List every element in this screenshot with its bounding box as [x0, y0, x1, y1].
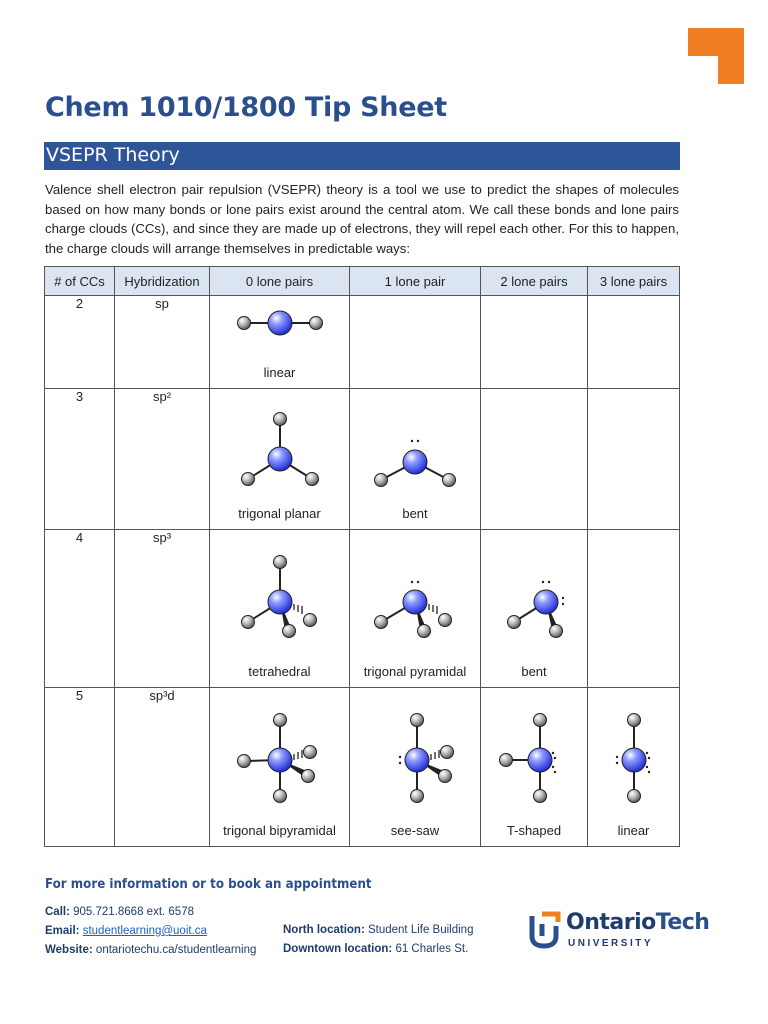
trigonal-pyramidal-molecule-icon	[365, 530, 465, 640]
geometry-label: trigonal planar	[238, 506, 321, 521]
shape-cell	[588, 688, 680, 847]
table-row	[45, 296, 680, 389]
section-title: VSEPR Theory	[46, 144, 180, 166]
call-label: Call:	[45, 906, 70, 918]
contact-left	[45, 903, 256, 960]
geometry-label: trigonal bipyramidal	[223, 823, 336, 838]
header-hybridization: Hybridization	[115, 267, 210, 296]
shape-cell	[350, 389, 481, 530]
bent-tetrahedral-molecule-icon	[484, 530, 584, 640]
shape-cell	[210, 296, 350, 389]
logo-subtitle: UNIVERSITY	[568, 938, 654, 949]
trigonal-planar-molecule-icon	[230, 389, 330, 489]
hybridization: sp²	[115, 389, 210, 530]
downtown-location-line	[283, 940, 473, 959]
shape-cell	[210, 530, 350, 688]
t-shaped-molecule-icon	[484, 688, 584, 803]
logo-mark-icon	[528, 910, 562, 950]
trigonal-bipyramidal-molecule-icon	[230, 688, 330, 803]
cc-count: 2	[45, 296, 115, 389]
geometry-label: linear	[617, 823, 650, 838]
table-row	[45, 688, 680, 847]
hybridization: sp	[115, 296, 210, 389]
vsepr-table	[44, 266, 680, 847]
website-label: Website:	[45, 944, 93, 956]
linear-molecule-icon	[230, 296, 330, 346]
hybridization: sp³	[115, 530, 210, 688]
north-location-line	[283, 921, 473, 940]
table-header-row	[45, 267, 680, 296]
shape-cell-empty	[481, 296, 588, 389]
geometry-label: bent	[521, 664, 547, 679]
logo-name-b: Tech	[655, 910, 710, 935]
footer-heading: For more information or to book an appointment	[45, 876, 372, 892]
geometry-label: trigonal pyramidal	[363, 664, 467, 679]
downtown-label: Downtown location:	[283, 943, 393, 955]
header-1-lone-pair: 1 lone pair	[350, 267, 481, 296]
tetrahedral-molecule-icon	[230, 530, 330, 640]
header-0-lone-pairs: 0 lone pairs	[210, 267, 350, 296]
intro-paragraph: Valence shell electron pair repulsion (VSEPR) theory is a tool we use to predict the shapes of molecules based on how many bonds or lone pairs exist around the central atom. We call these bonds and lone pairs charge clouds (CCs), and since they are made up of electrons, they will repel each other. For this to happen, the charge clouds will arrange themselves in predictable ways:	[45, 182, 679, 256]
corner-accent-shape	[688, 28, 744, 84]
cc-count: 4	[45, 530, 115, 688]
table-row	[45, 389, 680, 530]
logo-wordmark	[566, 910, 709, 935]
shape-cell-empty	[481, 389, 588, 530]
north-value: Student Life Building	[367, 924, 474, 936]
see-saw-molecule-icon	[365, 688, 465, 803]
shape-cell	[210, 688, 350, 847]
hybridization: sp³d	[115, 688, 210, 847]
header-ccs: # of CCs	[45, 267, 115, 296]
page-title: Chem 1010/1800 Tip Sheet	[45, 92, 447, 123]
shape-cell-empty	[588, 296, 680, 389]
call-value: 905.721.8668 ext. 6578	[73, 906, 194, 918]
website-line	[45, 941, 256, 960]
shape-cell	[481, 688, 588, 847]
north-label: North location:	[283, 924, 365, 936]
table-row	[45, 530, 680, 688]
downtown-value: 61 Charles St.	[395, 943, 469, 955]
email-line	[45, 922, 256, 941]
linear-5cc-molecule-icon	[589, 688, 679, 803]
bent-molecule-icon	[365, 389, 465, 489]
call-line	[45, 903, 256, 922]
header-3-lone-pairs: 3 lone pairs	[588, 267, 680, 296]
cc-count: 5	[45, 688, 115, 847]
shape-cell	[350, 530, 481, 688]
email-link[interactable]: studentlearning@uoit.ca	[82, 925, 207, 937]
shape-cell-empty	[588, 530, 680, 688]
logo-name-a: Ontario	[566, 910, 656, 935]
shape-cell	[210, 389, 350, 530]
geometry-label: see-saw	[390, 823, 440, 838]
shape-cell-empty	[588, 389, 680, 530]
contact-right	[283, 921, 473, 959]
shape-cell	[350, 688, 481, 847]
section-header	[44, 142, 680, 170]
cc-count: 3	[45, 389, 115, 530]
email-label: Email:	[45, 925, 80, 937]
geometry-label: T-shaped	[506, 823, 562, 838]
shape-cell-empty	[350, 296, 481, 389]
geometry-label: linear	[263, 365, 296, 380]
shape-cell	[481, 530, 588, 688]
geometry-label: tetrahedral	[248, 664, 311, 679]
geometry-label: bent	[402, 506, 428, 521]
ontario-tech-logo	[528, 908, 718, 954]
header-2-lone-pairs: 2 lone pairs	[481, 267, 588, 296]
website-link[interactable]: ontariotechu.ca/studentlearning	[95, 944, 257, 956]
